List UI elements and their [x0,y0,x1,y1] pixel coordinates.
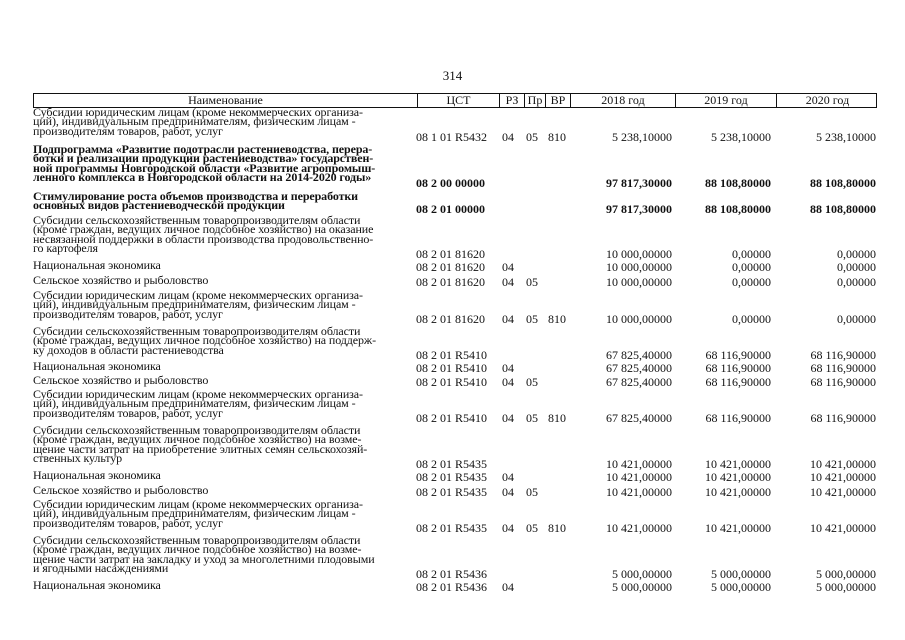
row-2018: 97 817,30000 [606,176,672,190]
row-rz: 04 [502,260,514,274]
table-row [33,324,877,362]
row-2018: 67 825,40000 [606,361,672,375]
row-2019: 88 108,80000 [705,176,771,190]
row-name: Подпрограмма «Развитие подотрасли растениеводства, перера- ботки и реализации продукции растениеводства» государствен- ной программы Новгородской области «Развитие агропромыш- ленного комплекса в Новгородской области на 2014-2020 годы» [33,142,376,185]
row-rz: 04 [502,275,514,289]
row-rz: 04 [502,485,514,499]
page-number: 314 [442,68,463,83]
row-2020: 0,00000 [837,312,876,326]
table-row [33,288,877,326]
row-cst: 08 2 01 81620 [416,247,485,261]
row-2020: 68 116,90000 [810,375,876,389]
row-name: Сельское хозяйство и рыболовство [33,373,209,387]
row-cst: 08 2 01 R5436 [416,580,488,594]
row-2020: 0,00000 [837,247,876,261]
row-2018: 97 817,30000 [606,202,672,216]
table-row [33,142,877,190]
row-name: Национальная экономика [33,468,161,482]
row-2019: 5 000,00000 [711,567,771,581]
row-rz: 04 [502,375,514,389]
row-2019: 68 116,90000 [705,375,771,389]
row-name: Сельское хозяйство и рыболовство [33,483,209,497]
row-name: Национальная экономика [33,258,161,272]
row-2018: 10 000,00000 [606,275,672,289]
row-pr: 05 [526,411,538,425]
row-2019: 5 000,00000 [711,580,771,594]
row-2020: 10 421,00000 [810,521,876,535]
row-2020: 88 108,80000 [810,202,876,216]
row-2020: 0,00000 [837,260,876,274]
row-2019: 5 238,10000 [711,130,771,144]
row-2018: 10 421,00000 [606,470,672,484]
row-2020: 5 000,00000 [816,580,876,594]
row-cst: 08 2 01 R5410 [416,348,488,362]
row-cst: 08 2 01 R5410 [416,411,488,425]
row-cst: 08 2 01 R5435 [416,521,488,535]
row-name: Субсидии юридическим лицам (кроме некоммерческих организа- ций), индивидуальным предпринимателям, физическим лицам - производителям товаров, работ, услуг [33,105,363,138]
row-cst: 08 2 01 R5436 [416,567,488,581]
row-2018: 10 421,00000 [606,457,672,471]
table-row [33,387,877,425]
row-name: Субсидии сельскохозяйственным товаропроизводителям области (кроме граждан, ведущих личное подсобное хозяйство) на поддерж- ку доходов в области растениеводства [33,324,377,357]
row-vr: 810 [548,521,566,535]
row-pr: 05 [526,521,538,535]
row-2018: 10 421,00000 [606,521,672,535]
row-2020: 68 116,90000 [810,361,876,375]
row-2019: 10 421,00000 [705,470,771,484]
header-2019: 2019 год [675,94,776,107]
table-row [33,497,877,535]
header-2018: 2018 год [570,94,675,107]
row-vr: 810 [548,130,566,144]
row-2018: 10 000,00000 [606,312,672,326]
row-2020: 0,00000 [837,275,876,289]
row-rz: 04 [502,312,514,326]
row-pr: 05 [526,312,538,326]
row-2018: 5 000,00000 [612,580,672,594]
row-2019: 0,00000 [732,275,771,289]
header-name: Наименование [188,93,263,107]
row-2020: 5 000,00000 [816,567,876,581]
table-row [33,105,877,144]
row-2019: 68 116,90000 [705,361,771,375]
row-name: Субсидии сельскохозяйственным товаропроизводителям области (кроме граждан, ведущих личное подсобное хозяйство) на возме- щение части затрат на приобретение элитных семян сельскохозяй- ственных культур [33,423,368,466]
header-2020: 2020 год [776,94,878,107]
row-2018: 67 825,40000 [606,411,672,425]
row-cst: 08 1 01 R5432 [416,130,488,144]
row-2019: 68 116,90000 [705,411,771,425]
row-name: Субсидии сельскохозяйственным товаропроизводителям области (кроме граждан, ведущих личное подсобное хозяйство) на возме- щение части затрат на закладку и уход за многолетними плодовыми и ягодными насаждениями [33,533,375,576]
row-2019: 10 421,00000 [705,485,771,499]
table-row [33,213,877,261]
row-name: Национальная экономика [33,359,161,373]
row-rz: 04 [502,361,514,375]
row-rz: 04 [502,580,514,594]
row-2018: 10 000,00000 [606,260,672,274]
row-2019: 10 421,00000 [705,521,771,535]
row-rz: 04 [502,130,514,144]
table-row [33,578,877,594]
row-name: Сельское хозяйство и рыболовство [33,273,209,287]
row-cst: 08 2 01 R5410 [416,361,488,375]
row-cst: 08 2 01 00000 [416,202,485,216]
row-2020: 5 238,10000 [816,130,876,144]
row-rz: 04 [502,521,514,535]
row-cst: 08 2 01 R5435 [416,470,488,484]
row-cst: 08 2 01 81620 [416,312,485,326]
row-2019: 0,00000 [732,312,771,326]
row-2018: 67 825,40000 [606,375,672,389]
row-cst: 08 2 01 81620 [416,275,485,289]
row-cst: 08 2 01 81620 [416,260,485,274]
row-2018: 5 000,00000 [612,567,672,581]
row-cst: 08 2 01 R5410 [416,375,488,389]
header-pr: Пр [524,94,545,107]
row-2019: 0,00000 [732,260,771,274]
row-name: Субсидии сельскохозяйственным товаропроизводителям области (кроме граждан, ведущих личное подсобное хозяйство) на оказание несвязанной поддержки в области производства продовольственно- го картофеля [33,213,374,256]
row-vr: 810 [548,411,566,425]
row-vr: 810 [548,312,566,326]
row-2020: 88 108,80000 [810,176,876,190]
row-name: Национальная экономика [33,578,161,592]
row-2019: 0,00000 [732,247,771,261]
row-rz: 04 [502,470,514,484]
row-cst: 08 2 01 R5435 [416,457,488,471]
row-2018: 5 238,10000 [612,130,672,144]
row-2020: 68 116,90000 [810,411,876,425]
header-vr: ВР [545,94,570,107]
row-pr: 05 [526,485,538,499]
table-row [33,423,877,471]
header-cst: ЦСТ [417,94,499,107]
row-2020: 10 421,00000 [810,485,876,499]
row-pr: 05 [526,130,538,144]
row-2018: 10 000,00000 [606,247,672,261]
row-2019: 88 108,80000 [705,202,771,216]
row-name: Стимулирование роста объемов производства и переработки основных видов растениеводческой продукции [33,189,358,213]
header-rz: РЗ [499,94,524,107]
row-pr: 05 [526,375,538,389]
table-row [33,533,877,581]
row-2020: 10 421,00000 [810,470,876,484]
row-2019: 10 421,00000 [705,457,771,471]
row-2018: 67 825,40000 [606,348,672,362]
row-2020: 10 421,00000 [810,457,876,471]
row-name: Субсидии юридическим лицам (кроме некоммерческих организа- ций), индивидуальным предпринимателям, физическим лицам - производителям товаров, работ, услуг [33,387,363,420]
row-2020: 68 116,90000 [810,348,876,362]
row-pr: 05 [526,275,538,289]
row-cst: 08 2 01 R5435 [416,485,488,499]
row-2018: 10 421,00000 [606,485,672,499]
row-rz: 04 [502,411,514,425]
row-name: Субсидии юридическим лицам (кроме некоммерческих организа- ций), индивидуальным предпринимателям, физическим лицам - производителям товаров, работ, услуг [33,288,363,321]
row-2019: 68 116,90000 [705,348,771,362]
row-cst: 08 2 00 00000 [416,176,485,190]
row-name: Субсидии юридическим лицам (кроме некоммерческих организа- ций), индивидуальным предпринимателям, физическим лицам - производителям товаров, работ, услуг [33,497,363,530]
